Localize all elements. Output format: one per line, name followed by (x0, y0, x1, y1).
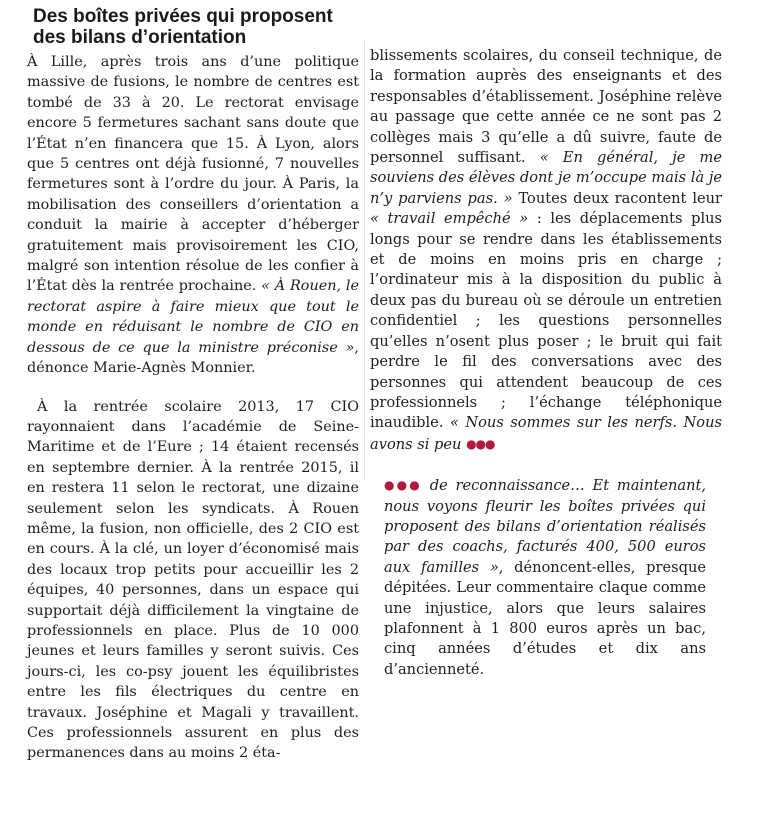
paragraph-text-end: , dénonce Marie-Agnès Monnier. (27, 339, 359, 377)
right-column (370, 46, 722, 680)
paragraph-text: : les déplacements plus longs pour se rendre dans les établissements et de moins en moins pris en charge ; l’ordinateur mis à la disposition du public à deux pas du bureau où se déroule un entretien confidentiel ; les questions personnelles qu’elles n’osent plus poser ; le bruit qui fait perdre le fil des conversations avec des personnes qui attendent beaucoup de ces professionnels ; l’échange téléphonique inaudible. (370, 210, 723, 432)
quote-sur-les-nerfs: « Nous sommes sur les nerfs. Nous avons si peu (370, 414, 722, 453)
paragraph-text: Toutes deux racontent leur (512, 189, 723, 207)
paragraph-text: À Lille, après trois ans d’une politique massive de fusions, le nombre de centres est tombé de 33 à 20. Le rectorat envisage encore 5 fermetures sachant sans doute que l’État n’en financera que 15. À Lyon, alors que 5 centres ont déjà fusionné, 7 nouvelles fermetures sont à l’ordre du jour. À Paris, la mobilisation des conseillers d’orientation a conduit la mairie à accepter d’héberger gratuitement mais provisoirement les CIO, malgré son intention résolue de les confier à l’État dès la rentrée prochaine. (27, 54, 359, 295)
paragraph-text: blissements scolaires, du conseil technique, de la formation auprès des enseignants et des responsables d’établissement. Joséphine relève au passage que cette année ce ne sont pas 2 collèges mais 3 qu’elle a dû suivre, faute de personnel suffisant. (370, 47, 722, 167)
quote-en-general: « En général, je me souviens des élèves dont je m’occupe mais là je n’y parviens pas. » (370, 149, 722, 207)
paragraph-text-end: , dénoncent-elles, presque dépitées. Leur commentaire claque comme une injustice, alors que leurs salaires plafonnent à 1 800 euros après un bac, cinq années d’études et dix ans d’ancienneté. (384, 558, 706, 678)
continuation-marker-start: ●●● (384, 478, 422, 493)
column-divider (364, 40, 365, 480)
paragraph-rentree-2013: À la rentrée scolaire 2013, 17 CIO rayonnaient dans l’académie de Seine-Maritime et de l’Eure ; 14 étaient recensés en septembre dernier. À la rentrée 2015, il en restera 11 selon le rectorat, une dizaine seulement selon les syndicats. À Rouen même, la fusion, non officielle, des 2 CIO est en cours. À la clé, un loyer d’économisé mais des locaux trop petits pour accueillir les 2 équipes, 40 personnes, dans un espace qui supportait déjà difficilement la vingtaine de professionnels en place. Plus de 10 000 jeunes et leurs familles y seront suivis. Ces jours-ci, les co-psy jouent les équilibristes entre les fils électriques du centre en travaux. Joséphine et Magali y travaillent. Ces professionnels assurent en plus des permanences dans au moins 2 éta- (27, 398, 359, 762)
continuation-marker-end: ●●● (466, 436, 495, 451)
paragraph-reconnaissance (370, 475, 706, 680)
paragraph-etablissements (370, 46, 722, 455)
left-column (27, 6, 359, 764)
quote-reconnaissance: de reconnaissance… Et maintenant, nous voyons fleurir les boîtes privées qui proposent des bilans d’orientation réalisés par des coachs, facturés 400, 500 euros aux familles » (384, 477, 706, 576)
article-headline: Des boîtes privées qui proposent des bilans d’orientation (33, 6, 333, 48)
quote-travail-empeche: « travail empêché » (370, 210, 529, 228)
paragraph-lille-lyon-paris-rouen (27, 52, 359, 379)
quote-rouen: « À Rouen, le rectorat aspire à faire mieux que tout le monde en réduisant le nombre de CIO en dessous de ce que la ministre préconise » (27, 278, 359, 356)
